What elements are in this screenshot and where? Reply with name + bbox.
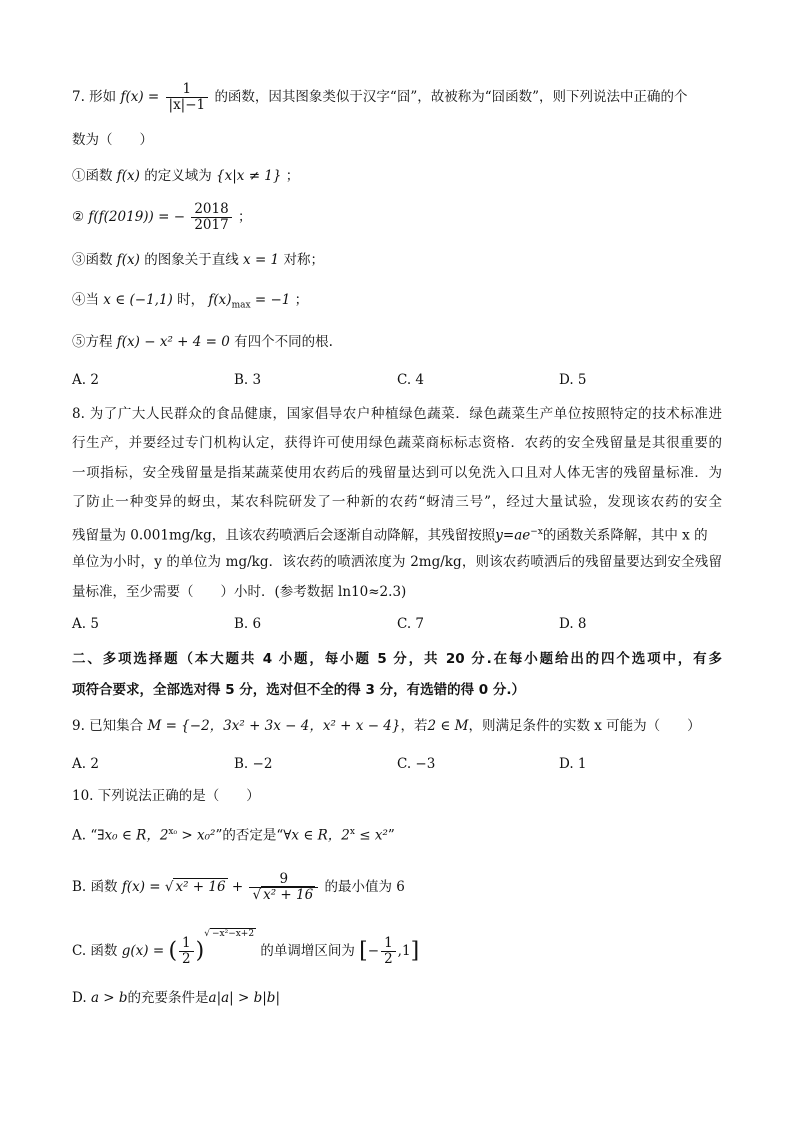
q9-option-c: C. −3 bbox=[397, 756, 436, 772]
q7-stem-text: 的函数，因其图象类似于汉字“囧”，故被称为“囧函数”，则下列说法中正确的个 bbox=[214, 89, 688, 105]
q10-d-lead: D. bbox=[72, 990, 87, 1006]
q10-b-numerator: 9 bbox=[249, 872, 318, 888]
q7-s3-lead: ③函数 bbox=[72, 252, 113, 268]
q8-formula-exponent: −x bbox=[530, 527, 543, 537]
q10-a-mid: ”的否定是“ bbox=[215, 827, 284, 844]
q7-function-lhs: f(x) = bbox=[120, 89, 160, 105]
section-2-heading-line-2: 项符合要求，全部选对得 5 分，选对但不全的得 3 分，有选错的得 0 分.） bbox=[72, 682, 526, 698]
q10-c-base-den: 2 bbox=[182, 951, 191, 967]
q10-c-paren-left: ( bbox=[168, 938, 178, 964]
q7-s4-val: = −1 bbox=[250, 292, 291, 308]
q7-s5-expr: f(x) − x² + 4 = 0 bbox=[116, 334, 230, 350]
q10-c-base-num: 1 bbox=[179, 936, 194, 952]
section-2-heading-line-1: 二、多项选择题（本大题共 4 小题，每小题 5 分，共 20 分.在每小题给出的四个选项中，有多 bbox=[72, 651, 722, 667]
q10-a-end: ” bbox=[387, 827, 395, 844]
q9-option-a: A. 2 bbox=[72, 756, 99, 772]
q10-b-lead: B. 函数 bbox=[72, 879, 118, 895]
q7-s5-lead: ⑤方程 bbox=[72, 334, 113, 350]
q7-option-d: D. 5 bbox=[559, 372, 587, 388]
q7-function-fraction bbox=[166, 82, 209, 113]
q8-line-6: 单位为小时，y 的单位为 mg/kg．该农药的喷洒浓度为 2mg/kg，则该农药喷洒后的残留量要达到安全残留 bbox=[72, 554, 722, 570]
q7-statement-3 bbox=[72, 250, 324, 270]
q9-lead: 9. 已知集合 bbox=[72, 718, 144, 734]
q8-line-3: 一项指标，安全残留量是指某蔬菜使用农药后的残留量达到可以免洗入口且对人体无害的残留量标准．为 bbox=[72, 465, 722, 481]
q8-line-1: 8. 为了广大人民群众的食品健康，国家倡导农户种植绿色蔬菜．绿色蔬菜生产单位按照特定的技术标准进 bbox=[72, 406, 722, 422]
q9-cond: 2 ∈ M bbox=[427, 718, 469, 734]
q8-option-d: D. 8 bbox=[559, 616, 587, 632]
q8-line-7: 量标准，至少需要（ ）小时．(参考数据 ln10≈2.3) bbox=[72, 584, 407, 600]
q7-stem-line2: 数为（ ） bbox=[72, 132, 153, 148]
q9-option-d: D. 1 bbox=[559, 756, 587, 772]
q10-b-denominator: √ x² + 16 bbox=[252, 887, 314, 903]
q7-s3-line: x = 1 bbox=[243, 252, 280, 268]
q7-option-a: A. 2 bbox=[72, 372, 99, 388]
q10-c-exponent: √ −x²−x+2 bbox=[204, 928, 255, 939]
q8-line-5 bbox=[72, 522, 708, 546]
q10-c-base bbox=[179, 936, 194, 967]
q8-option-c: C. 7 bbox=[397, 616, 425, 632]
q10-c-mid: 的单调增区间为 bbox=[260, 943, 355, 959]
q7-option-c: C. 4 bbox=[397, 372, 425, 388]
q7-s2-numerator: 2018 bbox=[191, 202, 231, 218]
q7-statement-4 bbox=[72, 290, 308, 316]
q7-s3-end: 对称； bbox=[283, 252, 324, 268]
q7-s4-lead: ④当 bbox=[72, 292, 99, 308]
q10-b-plus: + bbox=[227, 879, 248, 895]
q7-statement-2 bbox=[72, 202, 251, 233]
q10-c-paren-right: ) bbox=[195, 938, 205, 964]
q7-s1-mid: 的定义域为 bbox=[144, 168, 212, 184]
q7-s4-cond: x ∈ (−1,1) bbox=[103, 292, 173, 308]
q7-fraction-denominator: |x|−1 bbox=[168, 97, 206, 113]
q10-c-int-left: − bbox=[367, 943, 380, 959]
q10-c-bracket-left: [ bbox=[359, 938, 368, 964]
q7-stem bbox=[72, 82, 688, 113]
q7-s1-end: ； bbox=[285, 168, 300, 184]
q10-c-int-right: ,1 bbox=[397, 943, 411, 959]
q8-formula: y=ae bbox=[495, 527, 531, 544]
q10-c-int-den: 2 bbox=[384, 951, 393, 967]
q10-a-sup2: x bbox=[349, 827, 355, 837]
q7-s3-mid: 的图象关于直线 bbox=[144, 252, 239, 268]
q8-line-5a: 残留量为 0.001mg/kg，且该农药喷洒后会逐渐自动降解，其残留按照 bbox=[72, 527, 496, 544]
q7-s2-expr: f(f(2019)) = − bbox=[88, 209, 186, 225]
q10-c-lead: C. 函数 bbox=[72, 943, 118, 959]
q10-c-exp: −x²−x+2 bbox=[211, 928, 255, 939]
q10-a-lead: A. “ bbox=[72, 827, 98, 844]
q10-b-fraction bbox=[249, 872, 318, 903]
q10-d-expr: a > b bbox=[90, 990, 128, 1006]
q8-line-2: 行生产，并要经过专门机构认定，获得许可使用绿色蔬菜商标标志资格．农药的安全残留量是其很重要的 bbox=[72, 435, 722, 451]
q7-s2-lead: ② bbox=[72, 209, 85, 225]
q9-option-b: B. −2 bbox=[234, 756, 273, 772]
q7-s1-func: f(x) bbox=[116, 168, 140, 184]
q10-d-expr2: a|a| > b|b| bbox=[208, 990, 280, 1006]
q8-option-b: B. 6 bbox=[234, 616, 262, 632]
q8-line-4: 了防止一种变异的蚜虫，某农科院研发了一种新的农药“蚜清三号”，经过大量试验，发现该农药的安全 bbox=[72, 494, 722, 510]
q7-s1-set: {x|x ≠ 1} bbox=[216, 168, 282, 184]
q8-line-5b: 的函数关系降解，其中 x 的 bbox=[542, 527, 708, 544]
q10-option-d bbox=[72, 988, 280, 1008]
q8-option-a: A. 5 bbox=[72, 616, 99, 632]
q10-b-den-sqrt: x² + 16 bbox=[263, 887, 314, 903]
q10-stem: 10. 下列说法正确的是（ ） bbox=[72, 788, 260, 804]
q7-s2-fraction bbox=[191, 202, 231, 233]
q10-a-expr1b: > x₀² bbox=[177, 827, 216, 844]
q10-b-lhs: f(x) = bbox=[121, 879, 161, 895]
q7-s4-expr: f(x) bbox=[208, 292, 232, 308]
q9-set-expr: M = {−2，3x² + 3x − 4，x² + x − 4} bbox=[147, 718, 401, 734]
q10-a-expr1: ∃x₀ ∈ R，2 bbox=[97, 827, 169, 844]
q7-option-b: B. 3 bbox=[234, 372, 262, 388]
q10-c-int-num: 1 bbox=[381, 936, 396, 952]
q10-c-int-frac bbox=[381, 936, 396, 967]
q7-number: 7. 形如 bbox=[72, 89, 117, 105]
q10-option-a bbox=[72, 822, 395, 846]
q10-option-b bbox=[72, 872, 405, 903]
q7-statement-5 bbox=[72, 332, 333, 352]
q9-mid: ，若 bbox=[400, 718, 428, 734]
q7-s4-mid: 时， bbox=[177, 292, 205, 308]
q7-s1-lead: ①函数 bbox=[72, 168, 113, 184]
q7-statement-1 bbox=[72, 166, 299, 186]
q7-s5-end: 有四个不同的根. bbox=[234, 334, 333, 350]
q10-option-c bbox=[72, 928, 420, 967]
q7-s4-sub: max bbox=[231, 300, 251, 311]
q7-s4-end: ； bbox=[294, 292, 309, 308]
q10-c-bracket-right: ] bbox=[410, 938, 420, 964]
q10-c-lhs: g(x) = bbox=[121, 943, 165, 959]
q10-a-expr2b: ≤ x² bbox=[354, 827, 388, 844]
q10-b-sqrt: x² + 16 bbox=[175, 879, 226, 895]
q10-a-expr2: ∀x ∈ R，2 bbox=[283, 827, 350, 844]
q7-s3-func: f(x) bbox=[116, 252, 140, 268]
q10-b-end: 的最小值为 6 bbox=[324, 879, 405, 895]
q10-b-sqrt-sign: √ bbox=[164, 879, 174, 895]
q7-fraction-numerator: 1 bbox=[166, 82, 209, 98]
q9-end: ，则满足条件的实数 x 可能为（ ） bbox=[468, 718, 701, 734]
q7-s2-end: ； bbox=[237, 209, 252, 225]
q9-stem bbox=[72, 716, 701, 736]
q10-d-mid: 的充要条件是 bbox=[127, 990, 209, 1006]
q10-a-sup1: x₀ bbox=[168, 827, 178, 837]
q7-s2-denominator: 2017 bbox=[194, 217, 229, 233]
